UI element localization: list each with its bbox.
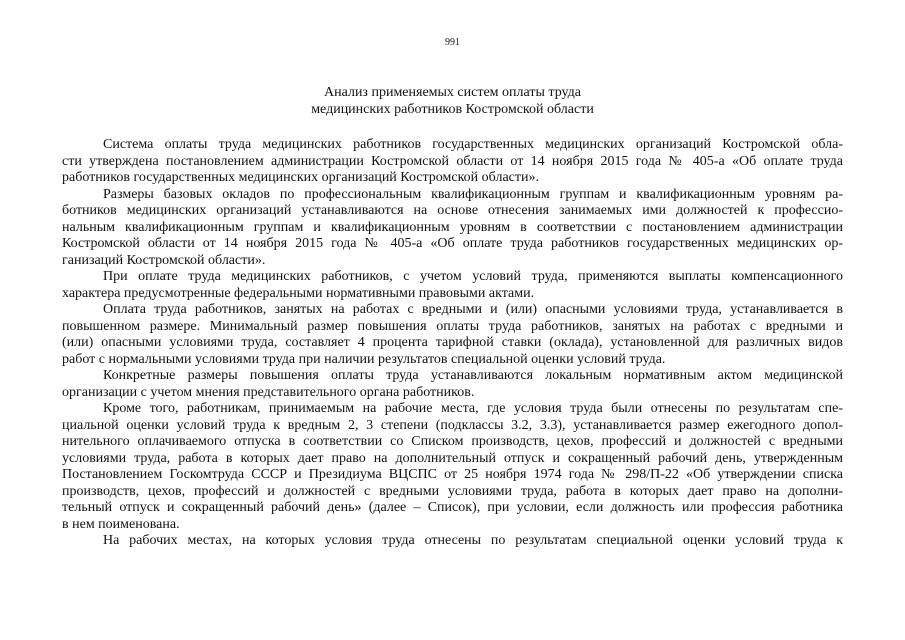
text-line: нительного оплачиваемого отпуска в соответствии со Списком производств, цехов, профессий и должностей с вредными [62, 434, 843, 449]
document-title [0, 84, 905, 118]
text-line: Оплата труда работников, занятых на работах с вредными и (или) опасными условиями труда, устанавливается в [103, 302, 843, 317]
text-line: характера предусмотренные федеральными нормативными правовыми актами. [62, 285, 535, 301]
document-body [62, 137, 843, 550]
text-line: тельный отпуск и сокращенный рабочий день» (далее – Список), при условии, если должность или профессия работника [62, 500, 843, 515]
text-line: (или) опасными условиями труда, составляет 4 процента тарифной ставки (оклада), установленной для различных видов [62, 335, 843, 350]
text-line: Система оплаты труда медицинских работников государственных медицинских организаций Костромской обла- [103, 137, 843, 152]
text-line: условиями труда, работа в которых дает право на дополнительный отпуск и сокращенный рабочий день, утвержденным [62, 450, 843, 466]
text-line: повышенном размере. Минимальный размер повышения оплаты труда работников, занятых на работах с вредными и [62, 318, 843, 334]
text-line: Конкретные размеры повышения оплаты труда устанавливаются локальным нормативным актом медицинской [103, 368, 843, 383]
paragraph [62, 137, 843, 187]
text-line: циальной оценки условий труда к вредным 2, 3 степени (подклассы 3.2, 3.3), устанавливается размер ежегодного допол- [62, 417, 843, 433]
paragraph [62, 187, 843, 270]
text-line: На рабочих местах, на которых условия труда отнесены по результатам специальной оценки условий труда к [103, 533, 843, 548]
paragraph [62, 269, 843, 302]
paragraph [62, 302, 843, 368]
title-line-1: Анализ применяемых систем оплаты труда [324, 85, 581, 100]
text-line: При оплате труда медицинских работников, с учетом условий труда, применяются выплаты компенсационного [103, 269, 843, 284]
text-line: Постановлением Госкомтруда СССР и Президиума ВЦСПС от 25 ноября 1974 года № 298/П-22 «Об утверждении списка [62, 467, 843, 482]
text-line: ботников медицинских организаций устанавливаются на основе отнесения занимаемых ими должностей к профессио- [62, 203, 843, 218]
text-line: Размеры базовых окладов по профессиональным квалификационным группам и квалификационным уровням ра- [103, 186, 843, 202]
text-line: работников государственных медицинских организаций Костромской области». [62, 170, 539, 185]
paragraph [62, 401, 843, 533]
text-line: сти утверждена постановлением администрации Костромской области от 14 ноября 2015 года № 405-а «Об оплате труда [62, 153, 843, 169]
page-number: 991 [445, 37, 460, 48]
text-line: Костромской области от 14 ноября 2015 года № 405-а «Об оплате труда работников государственных медицинских ор- [62, 236, 843, 251]
text-line: в нем поименована. [62, 516, 180, 532]
text-line: организации с учетом мнения представительного органа работников. [62, 384, 475, 400]
text-line: Кроме того, работникам, принимаемым на рабочие места, где условия труда были отнесены по результатам спе- [103, 401, 843, 416]
paragraph [62, 533, 843, 550]
text-line: нальным квалификационным группам и квалификационным уровням в соответствии с постановлением администрации [62, 219, 843, 235]
text-line: работ с нормальными условиями труда при наличии результатов специальной оценки условий труда. [62, 351, 666, 367]
paragraph [62, 368, 843, 401]
text-line: производств, цехов, профессий и должностей с вредными условиями труда, работа в которых дает право на дополни- [62, 483, 843, 499]
text-line: ганизаций Костромской области». [62, 252, 266, 268]
title-line-2: медицинских работников Костромской области [311, 102, 594, 117]
